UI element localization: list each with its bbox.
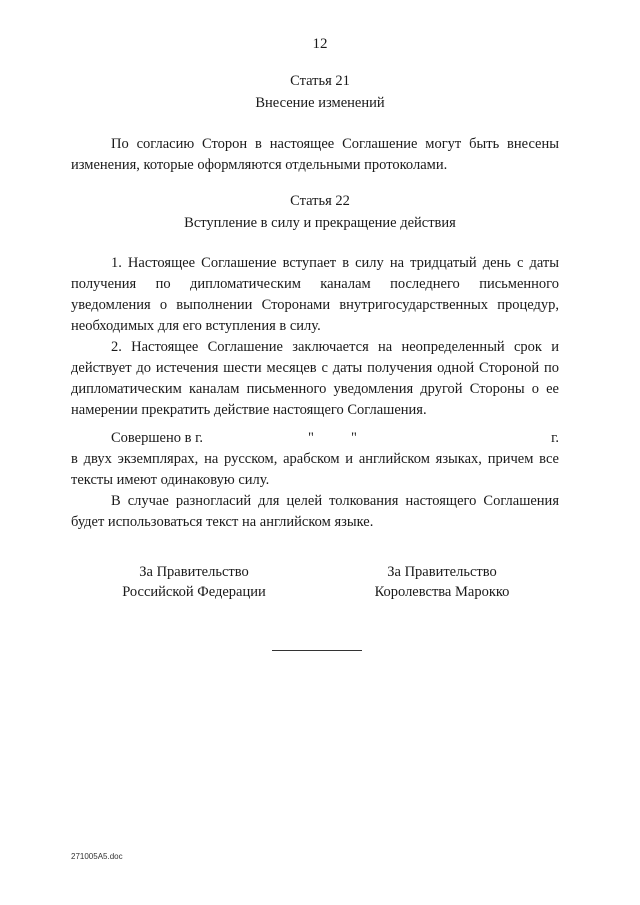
date-quote-close: " bbox=[350, 430, 357, 446]
article-21-body bbox=[71, 134, 559, 176]
signature-russia bbox=[84, 562, 304, 602]
signature-morocco-line-1: За Правительство bbox=[387, 564, 497, 580]
done-rest-text: в двух экземплярах, на русском, арабском и английском языках, причем все тексты имеют одинаковую силу. bbox=[71, 451, 559, 488]
article-21-text: По согласию Сторон в настоящее Соглашение могут быть внесены изменения, которые оформляются отдельными протоколами. bbox=[71, 136, 559, 173]
signature-russia-line-2: Российской Федерации bbox=[122, 584, 266, 600]
article-22-body bbox=[71, 253, 559, 421]
date-quote-open: " bbox=[308, 430, 314, 446]
signature-morocco-line-2: Королевства Марокко bbox=[374, 584, 510, 600]
closing-rule bbox=[272, 650, 362, 651]
file-name-footer: 271005A5.doc bbox=[71, 852, 123, 861]
page-number: 12 bbox=[312, 36, 328, 52]
article-22-paragraph-2: 2. Настоящее Соглашение заключается на неопределенный срок и действует до истечения шести месяцев с даты получения одной Стороной по дипломатическим каналам письменного уведомления другой Стороны о ее намерении прекратить действие настоящего Соглашения. bbox=[71, 339, 559, 418]
article-22-paragraph-1: 1. Настоящее Соглашение вступает в силу на тридцатый день с даты получения по дипломатическим каналам последнего письменного уведомления о выполнении Сторонами внутригосударственных процедур, необходимых для его вступления в силу. bbox=[71, 255, 559, 334]
article-21-number: Статья 21 bbox=[290, 73, 350, 89]
closing-block bbox=[71, 428, 559, 533]
done-year-suffix: г. bbox=[551, 430, 559, 446]
article-22-number: Статья 22 bbox=[290, 193, 350, 209]
done-prefix: Совершено в г. bbox=[111, 430, 204, 446]
signature-russia-line-1: За Правительство bbox=[139, 564, 249, 580]
discrepancy-text: В случае разногласий для целей толкования настоящего Соглашения будет использоваться текст на английском языке. bbox=[71, 493, 559, 530]
done-at-line bbox=[71, 428, 559, 449]
signature-morocco bbox=[332, 562, 552, 602]
article-21-title: Внесение изменений bbox=[255, 95, 385, 111]
article-22-title: Вступление в силу и прекращение действия bbox=[184, 215, 456, 231]
